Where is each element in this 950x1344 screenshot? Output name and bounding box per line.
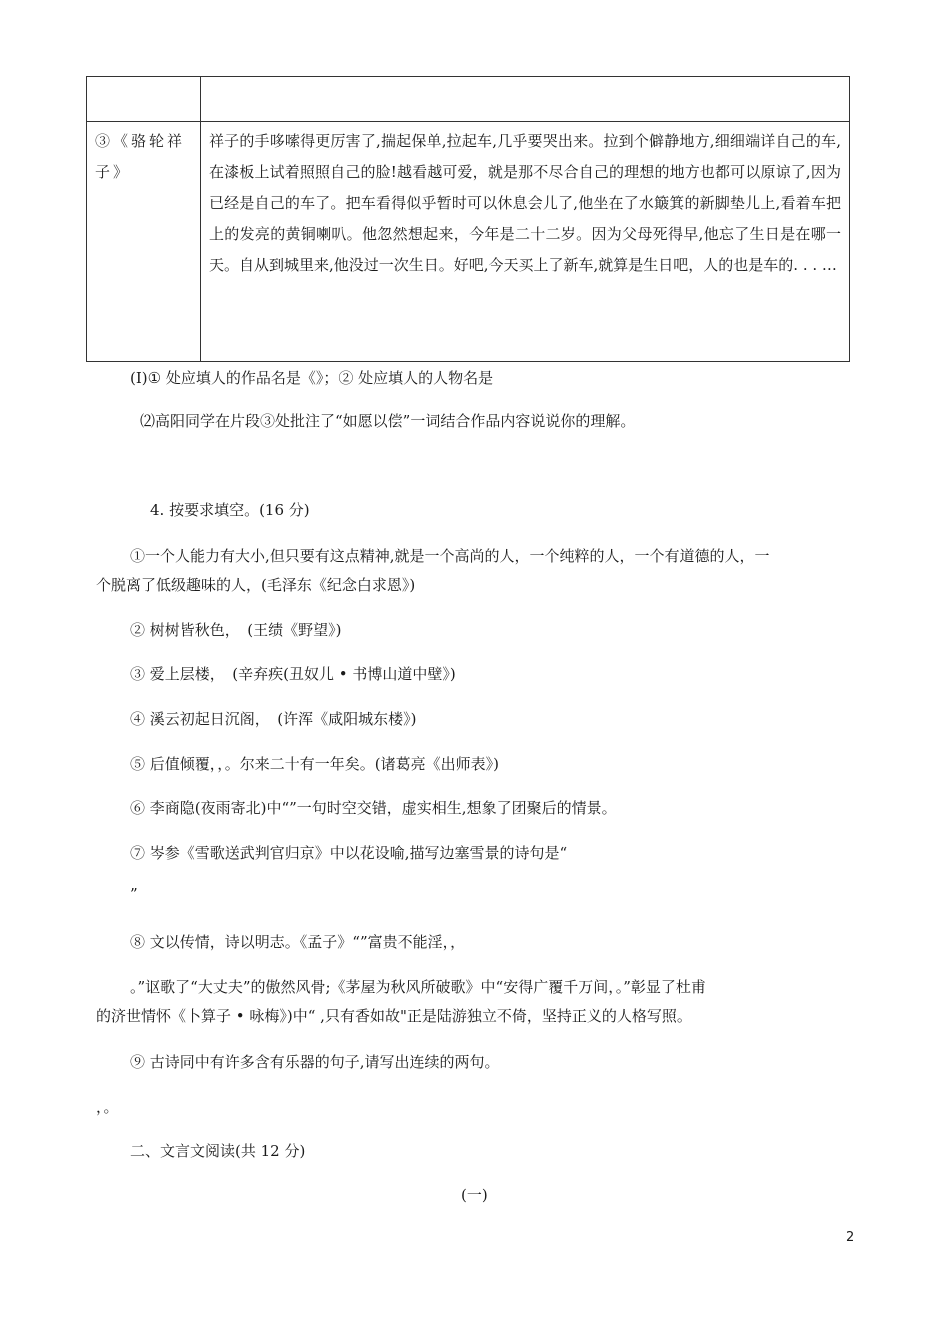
question-4-title: 4. 按要求填空。(16 分) bbox=[150, 501, 310, 519]
table-cell-empty bbox=[87, 77, 201, 122]
fill-item-2: ② 树树皆秋色， (王绩《野望》) bbox=[130, 621, 342, 639]
excerpt-table bbox=[86, 76, 850, 362]
fill-item-4: ④ 溪云初起日沉阁， (许浑《咸阳城东楼》) bbox=[130, 710, 417, 728]
excerpt-cell bbox=[201, 122, 850, 362]
table-cell-empty bbox=[201, 77, 850, 122]
fill-item-8-continued: 。”讴歌了“大丈夫”的傲然风骨;《茅屋为秋风所破歌》中“安得广覆千万间，。”彰显了杜甫 bbox=[130, 978, 706, 996]
fill-item-5: ⑤ 后值倾覆，，。尔来二十有一年矣。(诸葛亮《出师表》) bbox=[130, 755, 499, 773]
fill-item-9-end: ，。 bbox=[96, 1098, 119, 1116]
question-3-2: ⑵高阳同学在片段③处批注了“如愿以偿”一词结合作品内容说说你的理解。 bbox=[140, 412, 636, 430]
fill-item-1: ①一个人能力有大小,但只要有这点精神,就是一个高尚的人，一个纯粹的人，一个有道德的人，一 bbox=[130, 547, 770, 565]
section-2-title: 二、文言文阅读(共 12 分) bbox=[130, 1142, 306, 1160]
fill-item-8-continued-2: 的济世情怀《卜算子 • 咏梅》)中“ ,只有香如故"正是陆游独立不倚，坚持正义的人格写照。 bbox=[96, 1007, 692, 1025]
fill-item-7-end: ” bbox=[130, 885, 138, 903]
subsection-heading: (一) bbox=[461, 1186, 488, 1204]
fill-item-3: ③ 爱上层楼， (辛弃疾(丑奴儿 • 书博山道中壁》) bbox=[130, 665, 456, 683]
fill-item-7: ⑦ 岑参《雪歌送武判官归京》中以花设喻,描写边塞雪景的诗句是“ bbox=[130, 844, 568, 862]
fill-item-8: ⑧ 文以传情，诗以明志。《孟子》“”富贵不能淫，， bbox=[130, 933, 466, 951]
fill-item-1-continued: 个脱离了低级趣味的人，(毛泽东《纪念白求恩》) bbox=[96, 576, 416, 594]
fill-item-6: ⑥ 李商隐(夜雨寄北)中“”一句时空交错，虚实相生,想象了团聚后的情景。 bbox=[130, 799, 617, 817]
excerpt-text: 祥子的手哆嗦得更厉害了,揣起保单,拉起车,几乎要哭出来。拉到个僻静地方,细细端详自己的车,在漆板上试着照照自己的脸!越看越可爱，就是那不尽合自己的理想的地方也都可以原谅了,因为已经是自己的车了。把车看得似乎暂时可以休息会儿了,他坐在了水簸箕的新脚垫儿上,看着车把上的发亮的黄铜喇叭。他忽然想起来，今年是二十二岁。因为父母死得早,他忘了生日是在哪一天。自从到城里来,他没过一次生日。好吧,今天买上了新车,就算是生日吧，人的也是车的. . . … bbox=[209, 132, 841, 274]
work-title: ③《骆轮祥子》 bbox=[95, 132, 186, 181]
table-row bbox=[87, 77, 850, 122]
question-3-1: (I)① 处应填人的作品名是《》；② 处应填人的人物名是 bbox=[130, 369, 494, 387]
fill-item-9: ⑨ 古诗同中有许多含有乐器的句子,请写出连续的两句。 bbox=[130, 1053, 500, 1071]
page-number: 2 bbox=[846, 1230, 855, 1245]
table-row bbox=[87, 122, 850, 362]
work-title-cell bbox=[87, 122, 201, 362]
